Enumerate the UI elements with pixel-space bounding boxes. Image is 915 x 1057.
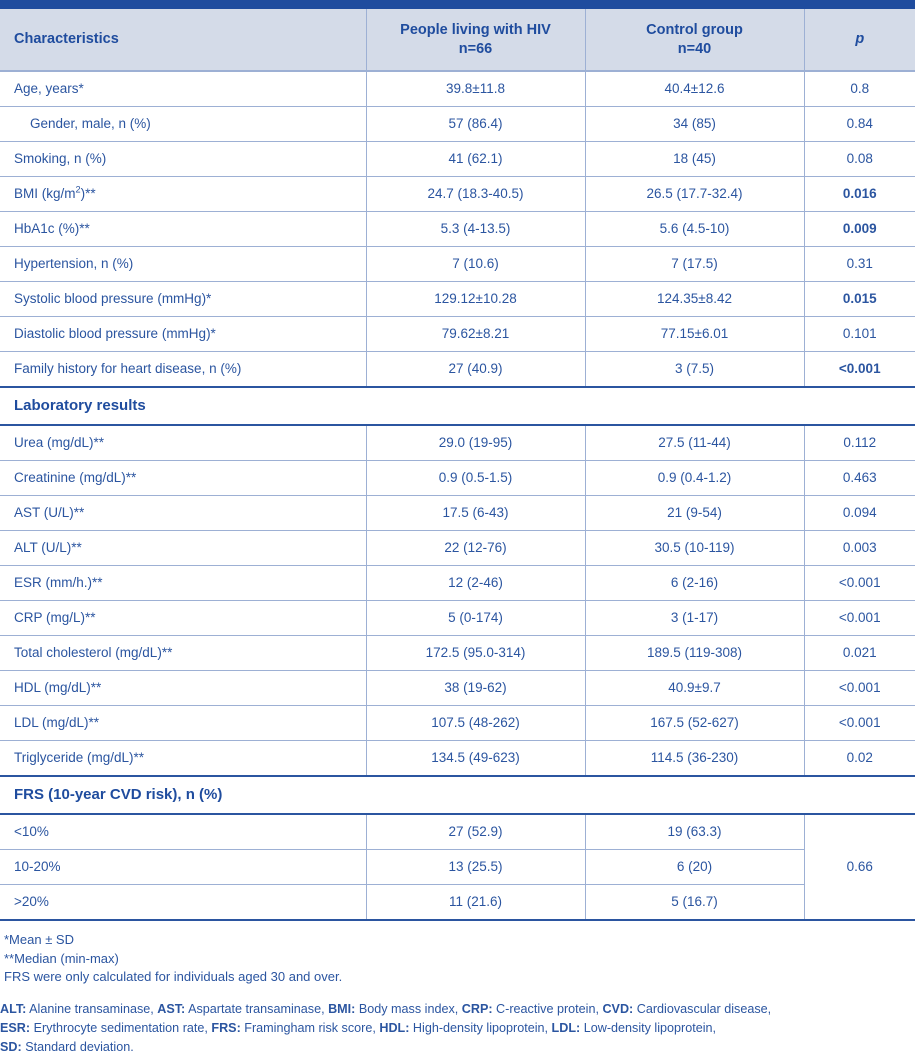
cell-plwh: 0.9 (0.5-1.5)	[366, 461, 585, 496]
footnote-line: **Median (min-max)	[4, 950, 119, 966]
cell-control: 40.4±12.6	[585, 71, 804, 107]
table-row	[0, 706, 915, 741]
row-label: Total cholesterol (mg/dL)**	[0, 636, 366, 671]
cell-p-value: <0.001	[804, 601, 915, 636]
cell-control: 26.5 (17.7-32.4)	[585, 177, 804, 212]
cell-plwh: 27 (52.9)	[366, 814, 585, 850]
cell-control: 6 (2-16)	[585, 566, 804, 601]
cell-p-value: 0.009	[804, 212, 915, 247]
cell-plwh: 107.5 (48-262)	[366, 706, 585, 741]
cell-plwh: 22 (12-76)	[366, 531, 585, 566]
cell-control: 6 (20)	[585, 850, 804, 885]
cell-p-value: 0.08	[804, 142, 915, 177]
abbreviation-key: LDL:	[551, 1021, 581, 1036]
cell-p-value: 0.101	[804, 317, 915, 352]
cell-control: 124.35±8.42	[585, 282, 804, 317]
cell-plwh: 79.62±8.21	[366, 317, 585, 352]
row-label: 10-20%	[0, 850, 366, 885]
column-header-sublabel: n=40	[677, 40, 712, 57]
abbreviation-text: Standard deviation.	[21, 1040, 134, 1055]
abbreviation-text: Body mass index,	[355, 1002, 462, 1017]
table-row	[0, 850, 915, 885]
row-label: Age, years*	[0, 71, 366, 107]
cell-plwh: 172.5 (95.0-314)	[366, 636, 585, 671]
table-row	[0, 282, 915, 317]
column-header-control	[585, 9, 804, 71]
abbreviation-text: Cardiovascular disease,	[633, 1002, 772, 1017]
table-row	[0, 142, 915, 177]
row-label: CRP (mg/L)**	[0, 601, 366, 636]
table-row	[0, 601, 915, 636]
header-row	[0, 9, 915, 71]
table-row	[0, 671, 915, 706]
abbreviation-key: HDL:	[379, 1021, 410, 1036]
section-header-row	[0, 387, 915, 425]
cell-p-value: <0.001	[804, 566, 915, 601]
table-row	[0, 71, 915, 107]
cell-plwh: 13 (25.5)	[366, 850, 585, 885]
abbreviation-text: High-density lipoprotein,	[409, 1021, 552, 1036]
column-header-sublabel: n=66	[458, 40, 493, 57]
cell-control: 167.5 (52-627)	[585, 706, 804, 741]
cell-p-value: 0.02	[804, 741, 915, 777]
footnote-line: FRS were only calculated for individuals aged 30 and over.	[4, 969, 343, 984]
table-row	[0, 425, 915, 461]
table-row	[0, 741, 915, 777]
abbreviation-key: AST:	[157, 1002, 186, 1017]
row-label: HDL (mg/dL)**	[0, 671, 366, 706]
row-label: ALT (U/L)**	[0, 531, 366, 566]
table-row	[0, 531, 915, 566]
column-header-label: Characteristics	[14, 31, 119, 48]
characteristics-table	[0, 9, 915, 921]
cell-control: 27.5 (11-44)	[585, 425, 804, 461]
column-header-label: Control group	[646, 22, 743, 38]
abbreviation-line	[0, 1038, 915, 1057]
cell-p-value: 0.016	[804, 177, 915, 212]
top-accent-rule	[0, 0, 915, 9]
column-header-label: People living with HIV	[400, 22, 551, 38]
table-row	[0, 496, 915, 531]
abbreviation-text: Low-density lipoprotein,	[580, 1021, 717, 1036]
cell-plwh: 39.8±11.8	[366, 71, 585, 107]
cell-control: 114.5 (36-230)	[585, 741, 804, 777]
section-header-label: FRS (10-year CVD risk), n (%)	[0, 776, 915, 814]
cell-p-value: 0.84	[804, 107, 915, 142]
table-row	[0, 212, 915, 247]
abbreviation-text: Erythrocyte sedimentation rate,	[30, 1021, 212, 1036]
cell-p-value: <0.001	[804, 671, 915, 706]
table-row	[0, 107, 915, 142]
table-row	[0, 636, 915, 671]
cell-control: 3 (1-17)	[585, 601, 804, 636]
table-row	[0, 177, 915, 212]
cell-control: 5.6 (4.5-10)	[585, 212, 804, 247]
cell-plwh: 17.5 (6-43)	[366, 496, 585, 531]
abbreviation-key: FRS:	[211, 1021, 241, 1036]
cell-control: 5 (16.7)	[585, 885, 804, 921]
cell-plwh: 5.3 (4-13.5)	[366, 212, 585, 247]
cell-control: 21 (9-54)	[585, 496, 804, 531]
cell-control: 40.9±9.7	[585, 671, 804, 706]
row-label: HbA1c (%)**	[0, 212, 366, 247]
abbreviations	[0, 1000, 915, 1057]
cell-plwh: 41 (62.1)	[366, 142, 585, 177]
row-label: <10%	[0, 814, 366, 850]
footnote-line: *Mean ± SD	[4, 932, 74, 948]
cell-p-value: <0.001	[804, 352, 915, 388]
abbreviation-line	[0, 1019, 915, 1038]
cell-plwh: 38 (19-62)	[366, 671, 585, 706]
cell-plwh: 5 (0-174)	[366, 601, 585, 636]
table-body	[0, 71, 915, 920]
abbreviation-key: CRP:	[461, 1002, 493, 1017]
cell-control: 7 (17.5)	[585, 247, 804, 282]
cell-plwh: 27 (40.9)	[366, 352, 585, 388]
cell-plwh: 134.5 (49-623)	[366, 741, 585, 777]
cell-p-value: 0.015	[804, 282, 915, 317]
section-header-label: Laboratory results	[0, 387, 915, 425]
table-row	[0, 352, 915, 388]
table-row	[0, 247, 915, 282]
column-header-plwh	[366, 9, 585, 71]
column-header-label: p	[855, 31, 865, 48]
cell-plwh: 7 (10.6)	[366, 247, 585, 282]
table-row	[0, 566, 915, 601]
abbreviation-text: Framingham risk score,	[240, 1021, 380, 1036]
table-row	[0, 461, 915, 496]
cell-plwh: 129.12±10.28	[366, 282, 585, 317]
abbreviation-key: ALT:	[0, 1002, 27, 1017]
row-label: ESR (mm/h.)**	[0, 566, 366, 601]
row-label: Systolic blood pressure (mmHg)*	[0, 282, 366, 317]
cell-control: 0.9 (0.4-1.2)	[585, 461, 804, 496]
cell-p-value: 0.003	[804, 531, 915, 566]
row-label: Gender, male, n (%)	[0, 107, 366, 142]
cell-p-value: 0.66	[804, 814, 915, 920]
table-row	[0, 885, 915, 921]
section-header-row	[0, 776, 915, 814]
cell-plwh: 57 (86.4)	[366, 107, 585, 142]
row-label: Smoking, n (%)	[0, 142, 366, 177]
table-row	[0, 814, 915, 850]
cell-p-value: 0.463	[804, 461, 915, 496]
row-label: >20%	[0, 885, 366, 921]
cell-control: 34 (85)	[585, 107, 804, 142]
cell-p-value: 0.31	[804, 247, 915, 282]
column-header-characteristics	[0, 9, 366, 71]
abbreviation-line	[0, 1000, 915, 1019]
cell-plwh: 11 (21.6)	[366, 885, 585, 921]
cell-control: 30.5 (10-119)	[585, 531, 804, 566]
cell-p-value: <0.001	[804, 706, 915, 741]
abbreviation-text: C-reactive protein,	[492, 1002, 603, 1017]
row-label: Urea (mg/dL)**	[0, 425, 366, 461]
cell-p-value: 0.112	[804, 425, 915, 461]
row-label: AST (U/L)**	[0, 496, 366, 531]
row-label: Family history for heart disease, n (%)	[0, 352, 366, 388]
row-label: LDL (mg/dL)**	[0, 706, 366, 741]
cell-control: 189.5 (119-308)	[585, 636, 804, 671]
abbreviation-text: Aspartate transaminase,	[185, 1002, 329, 1017]
abbreviation-key: BMI:	[328, 1002, 356, 1017]
cell-plwh: 12 (2-46)	[366, 566, 585, 601]
cell-p-value: 0.021	[804, 636, 915, 671]
cell-control: 3 (7.5)	[585, 352, 804, 388]
cell-control: 18 (45)	[585, 142, 804, 177]
row-label: Diastolic blood pressure (mmHg)*	[0, 317, 366, 352]
abbreviation-key: SD:	[0, 1040, 22, 1055]
row-label: Hypertension, n (%)	[0, 247, 366, 282]
cell-control: 19 (63.3)	[585, 814, 804, 850]
abbreviation-key: CVD:	[602, 1002, 634, 1017]
row-label: BMI $(kg/m^2)**$	[0, 177, 366, 212]
cell-control: 77.15±6.01	[585, 317, 804, 352]
footnotes	[0, 931, 915, 986]
abbreviation-text: Alanine transaminase,	[26, 1002, 158, 1017]
cell-plwh: 24.7 (18.3-40.5)	[366, 177, 585, 212]
cell-plwh: 29.0 (19-95)	[366, 425, 585, 461]
row-label: Triglyceride (mg/dL)**	[0, 741, 366, 777]
cell-p-value: 0.8	[804, 71, 915, 107]
column-header-p	[804, 9, 915, 71]
table-header	[0, 9, 915, 71]
abbreviation-key: ESR:	[0, 1021, 31, 1036]
cell-p-value: 0.094	[804, 496, 915, 531]
table-row	[0, 317, 915, 352]
row-label: Creatinine (mg/dL)**	[0, 461, 366, 496]
